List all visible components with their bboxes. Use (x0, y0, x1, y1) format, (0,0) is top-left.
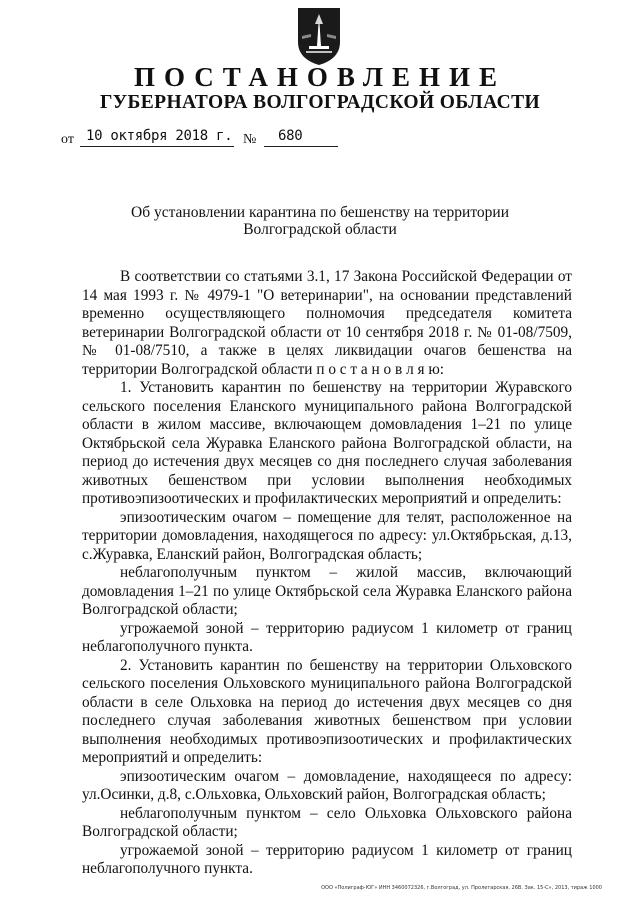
body-paragraph: эпизоотическим очагом – домовладение, находящееся по адресу: ул.Осинки, д.8, с.Ольховка, Ольховский район, Волгоградская область; (82, 767, 572, 803)
document-heading-line: Волгоградской области (243, 220, 397, 238)
number-prefix: № (243, 132, 257, 147)
body-paragraph: неблагополучным пунктом – село Ольховка Ольховского района Волгоградской области; (82, 804, 572, 840)
body-paragraph: угрожаемой зоной – территорию радиусом 1 километр от границ неблагополучного пункта. (82, 619, 572, 655)
document-heading-line: Об установлении карантина по бешенству на территории (131, 204, 509, 221)
body-paragraph: неблагополучным пунктом – жилой массив, включающий домовладения 1–21 по улице Октябрьской села Журавка Еланского района Волгоградской области; (82, 564, 572, 618)
issuer-subtitle: ГУБЕРНАТОРА ВОЛГОГРАДСКОЙ ОБЛАСТИ (99, 92, 541, 113)
coat-of-arms-icon (296, 6, 342, 66)
body-paragraph: эпизоотическим очагом – помещение для телят, расположенное на территории домовладения, находящегося по адресу: ул.Октябрьская, д.13, с.Журавка, Еланский район, Волгоградская область; (82, 508, 572, 563)
document-body (82, 268, 572, 879)
body-paragraph: угрожаемой зоной – территорию радиусом 1 километр от границ неблагополучного пункта. (82, 841, 572, 877)
body-paragraph: 1. Установить карантин по бешенству на территории Журавского сельского поселения Еланского муниципального района Волгоградской области в жилом массиве, включающем домовладения 1–21 по улице Октябрьской села Журавка Еланского района Волгоградской области, на период до истечения двух месяцев со дня последнего случая заболевания животных бешенством при условии выполнения необходимых противоэпизоотических и профилактических мероприятий и определить: (82, 379, 572, 507)
date-number-line (61, 128, 341, 148)
document-date: 10 октября 2018 г. (80, 128, 234, 147)
document-number: 680 (264, 128, 338, 147)
printer-footer: ООО «Полиграф-ЮГ» ИНН 3460072326, г.Волгоград, ул. Пролетарская, 26В. Зак. 15-С», 2013, тираж 1000 (321, 885, 602, 891)
document-type-title: ПОСТАНОВЛЕНИЕ (133, 62, 507, 92)
date-prefix: от (61, 132, 74, 147)
document-heading (100, 205, 540, 238)
body-paragraph: 2. Установить карантин по бешенству на территории Ольховского сельского поселения Ольховского муниципального района Волгоградской области в селе Ольховка на период до истечения двух месяцев со дня последнего случая заболевания животных бешенством при условии выполнения необходимых противоэпизоотических и профилактических мероприятий и определить: (82, 656, 572, 766)
preamble-paragraph: В соответствии со статьями 3.1, 17 Закона Российской Федерации от 14 мая 1993 г. № 4979-1 "О ветеринарии", на основании представлений временно осуществляющего полномочия председателя комитета ветеринарии Волгоградской области от 10 сентября 2018 г. № 01-08/7509, № 01-08/7510, а также в целях ликвидации очагов бешенства на территории Волгоградской области п о с т а н о в л я ю: (82, 268, 572, 378)
